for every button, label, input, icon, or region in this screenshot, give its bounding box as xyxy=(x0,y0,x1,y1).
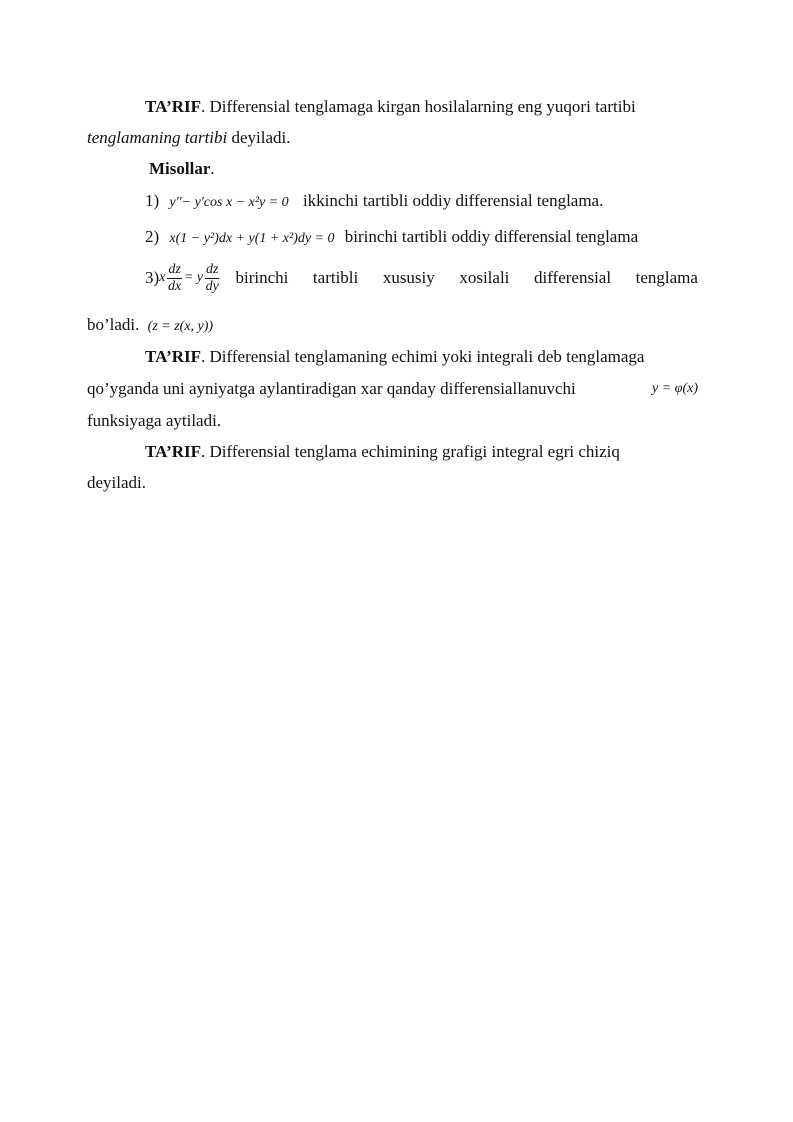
example-2 xyxy=(145,226,638,250)
definition-3-text: . Differensial tenglama echimining grafigi integral egri chiziq xyxy=(201,442,620,461)
definition-3-line-2-text: deyiladi. xyxy=(87,473,147,492)
definition-1-line-1 xyxy=(145,96,698,118)
example-3-line-2 xyxy=(87,314,213,338)
example-3-word: differensial xyxy=(533,268,612,287)
definition-2-line-3-text: funksiyaga aytiladi. xyxy=(87,411,222,430)
definition-3-line-1 xyxy=(145,441,698,463)
definition-1-term: tenglamaning tartibi xyxy=(87,128,228,147)
example-1 xyxy=(145,190,603,214)
example-3-number: 3) xyxy=(145,268,160,287)
example-3-fraction-1 xyxy=(167,262,181,295)
example-3-equals-y: = y xyxy=(183,270,204,285)
examples-heading-text: Misollar xyxy=(149,159,211,178)
example-3-line-2-text: bo’ladi. xyxy=(87,315,140,334)
example-2-formula: x(1 − y²)dx + y(1 + x²)dy = 0 xyxy=(169,231,335,246)
fraction-1-numerator: dz xyxy=(168,261,181,277)
example-3-line-2-formula: (z = z(x, y)) xyxy=(147,319,214,334)
definition-2-formula: y = φ(x) xyxy=(652,381,698,396)
example-3-word: tartibli xyxy=(312,268,359,287)
definition-2-label: TA’RIF xyxy=(145,347,202,366)
example-3-fraction-2 xyxy=(205,262,219,295)
definition-2-line-3 xyxy=(87,410,221,432)
example-1-number: 1) xyxy=(145,191,160,210)
definition-3-line-2 xyxy=(87,472,146,494)
fraction-1-denominator: dx xyxy=(168,278,182,294)
definition-2-line-1 xyxy=(145,346,698,368)
example-2-text: birinchi tartibli oddiy differensial tenglama xyxy=(344,227,639,246)
example-1-formula: y''− y'cos x − x²y = 0 xyxy=(169,195,289,210)
example-3-x: x xyxy=(159,270,166,285)
definition-1-line-2 xyxy=(87,127,291,149)
definition-1-text: . Differensial tenglamaga kirgan hosilalarning eng yuqori tartibi xyxy=(201,97,636,116)
fraction-2-denominator: dy xyxy=(205,278,219,294)
example-3-word: birinchi xyxy=(235,268,289,287)
example-3 xyxy=(145,258,698,298)
example-1-text: ikkinchi tartibli oddiy differensial tenglama. xyxy=(302,191,604,210)
definition-3-label: TA’RIF xyxy=(145,442,202,461)
definition-1-label: TA’RIF xyxy=(145,97,202,116)
example-2-number: 2) xyxy=(145,227,160,246)
definition-2-line-2-text: qo’yganda uni ayniyatga aylantiradigan xar qanday differensiallanuvchi xyxy=(87,379,576,398)
example-3-word: tenglama xyxy=(635,268,698,287)
fraction-2-numerator: dz xyxy=(206,261,219,277)
examples-heading-dot: . xyxy=(210,159,215,178)
example-3-word: xosilali xyxy=(459,268,510,287)
definition-2-line-2 xyxy=(87,378,698,400)
definition-1-tail: deyiladi. xyxy=(227,128,291,147)
example-3-text xyxy=(235,267,698,289)
example-3-word: xususiy xyxy=(382,268,435,287)
definition-2-text: . Differensial tenglamaning echimi yoki integrali deb tenglamaga xyxy=(201,347,645,366)
examples-heading xyxy=(149,158,215,180)
